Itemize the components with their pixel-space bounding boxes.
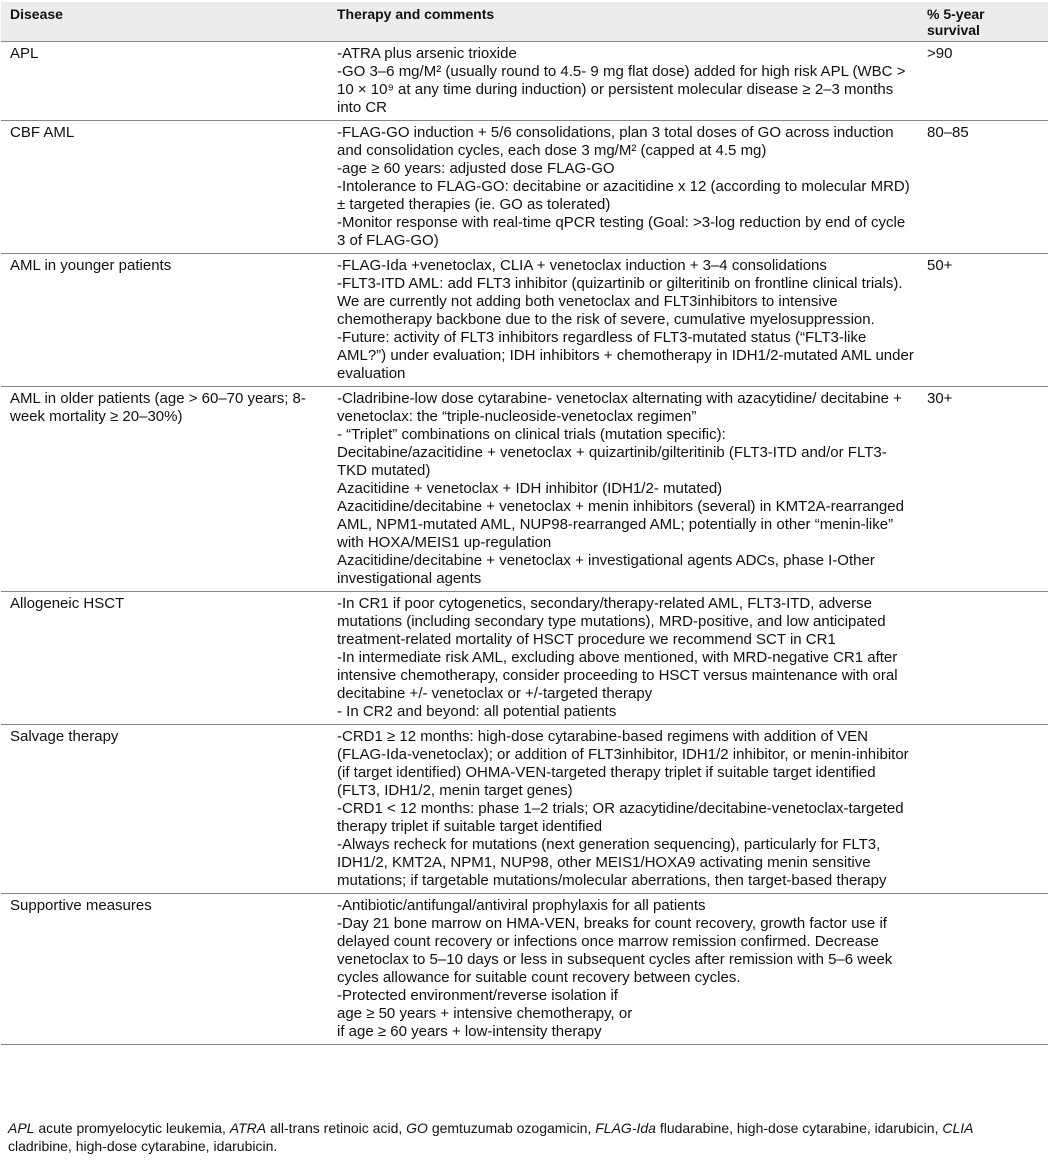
footnote-abbr: CLIA [942,1120,974,1136]
therapy-cell [328,725,918,894]
therapy-line: Decitabine/azacitidine + venetoclax + quizartinib/gilteritinib (FLT3-ITD and/or FLT3-TKD mutated) [337,444,887,479]
therapy-cell [328,387,918,592]
table-footnote [8,1119,1040,1155]
therapy-line: -FLAG-GO induction + 5/6 consolidations, plan 3 total doses of GO across induction and consolidation cycles, each dose 3 mg/M² (capped at 4.5 mg) [337,124,894,159]
footnote-abbr: ATRA [229,1120,267,1136]
therapy-cell [328,254,918,387]
table-row [1,592,1048,725]
disease-cell: Salvage therapy [1,725,328,894]
footnote-definition: acute promyelocytic leukemia, [34,1120,230,1136]
survival-cell: >90 [918,42,1048,121]
therapy-line: -ATRA plus arsenic trioxide [337,45,517,62]
therapy-line: -FLT3-ITD AML: add FLT3 inhibitor (quizartinib or gilteritinib on frontline clinical trials). We are currently not adding both venetoclax and FLT3inhibitors to intensive chemotherapy backbone due to the risk of severe, cumulative myelosuppression. [337,275,903,328]
therapy-line: age ≥ 50 years + intensive chemotherapy, or [337,1005,633,1022]
therapy-line: Azacitidine + venetoclax + IDH inhibitor (IDH1/2- mutated) [337,480,723,497]
header-therapy: Therapy and comments [328,2,918,42]
footnote-abbr: APL [8,1120,35,1136]
disease-cell: AML in older patients (age > 60–70 years; 8-week mortality ≥ 20–30%) [1,387,328,592]
therapy-line: -Day 21 bone marrow on HMA-VEN, breaks for count recovery, growth factor use if delayed count recovery or infections once marrow remission confirmed. Decrease venetoclax to 5–10 days or less in subsequent cycles after remission with 5–6 week cycles allowance for suitable count recovery between cycles. [337,915,893,986]
survival-cell: 80–85 [918,121,1048,254]
therapy-line: if age ≥ 60 years + low-intensity therapy [337,1023,602,1040]
therapy-line: -age ≥ 60 years: adjusted dose FLAG-GO [337,160,615,177]
therapy-line: -GO 3–6 mg/M² (usually round to 4.5- 9 mg flat dose) added for high risk APL (WBC > 10 × 10⁹ at any time during induction) or persistent molecular disease ≥ 2–3 months into CR [337,63,906,116]
therapy-cell [328,894,918,1045]
therapy-table [1,2,1048,1045]
survival-cell [918,592,1048,725]
table-row [1,387,1048,592]
disease-cell: Supportive measures [1,894,328,1045]
table-row [1,725,1048,894]
survival-cell: 50+ [918,254,1048,387]
footnote-definition: gemtuzumab ozogamicin, [427,1120,596,1136]
footnote-definition: all-trans retinoic acid, [266,1120,407,1136]
disease-cell: AML in younger patients [1,254,328,387]
therapy-line: Azacitidine/decitabine + venetoclax + investigational agents ADCs, phase I-Other investigational agents [337,552,875,587]
therapy-line: Azacitidine/decitabine + venetoclax + menin inhibitors (several) in KMT2A-rearranged AML, NPM1-mutated AML, NUP98-rearranged AML; potentially in other “menin-like” with HOXA/MEIS1 up-regulation [337,498,904,551]
table-row [1,894,1048,1045]
therapy-line: -In intermediate risk AML, excluding above mentioned, with MRD-negative CR1 after intensive chemotherapy, consider proceeding to HSCT versus maintenance with oral decitabine +/- venetoclax or +/-targeted therapy [337,649,898,702]
footnote-abbr: FLAG-Ida [595,1120,656,1136]
therapy-line: -Intolerance to FLAG-GO: decitabine or azacitidine x 12 (according to molecular MRD) ± targeted therapies (ie. GO as tolerated) [337,178,910,213]
therapy-line: -CRD1 ≥ 12 months: high-dose cytarabine-based regimens with addition of VEN (FLAG-Ida-venetoclax); or addition of FLT3inhibitor, IDH1/2 inhibitor, or menin-inhibitor (if target identified) OHMA-VEN-targeted therapy triplet if suitable target identified (FLT3, IDH1/2, menin target genes) [337,728,909,799]
header-disease: Disease [1,2,328,42]
header-survival-line2: survival [927,22,980,38]
therapy-line: -Protected environment/reverse isolation if [337,987,618,1004]
therapy-line: -Antibiotic/antifungal/antiviral prophylaxis for all patients [337,897,706,914]
therapy-cell [328,121,918,254]
therapy-line: -Monitor response with real-time qPCR testing (Goal: >3-log reduction by end of cycle 3 of FLAG-GO) [337,214,906,249]
table-row [1,42,1048,121]
table-row [1,121,1048,254]
disease-cell: Allogeneic HSCT [1,592,328,725]
therapy-cell [328,592,918,725]
header-survival-line1: % 5-year [927,6,985,22]
survival-cell [918,894,1048,1045]
therapy-line: -Future: activity of FLT3 inhibitors regardless of FLT3-mutated status (“FLT3-like AML?”) under evaluation; IDH inhibitors + chemotherapy in IDH1/2-mutated AML under evaluation [337,329,914,382]
survival-cell [918,725,1048,894]
therapy-line: -Always recheck for mutations (next generation sequencing), particularly for FLT3, IDH1/2, KMT2A, NPM1, NUP98, other MEIS1/HOXA9 activating menin sensitive mutations; if targetable mutations/molecular aberrations, then target-based therapy [337,836,887,889]
table-row [1,254,1048,387]
disease-cell: CBF AML [1,121,328,254]
therapy-cell [328,42,918,121]
footnote-definition: cladribine, high-dose cytarabine, idarubicin. [8,1138,278,1154]
footnote-definition: fludarabine, high-dose cytarabine, idarubicin, [655,1120,943,1136]
survival-cell: 30+ [918,387,1048,592]
header-survival [918,2,1048,42]
table-header-row [1,2,1048,42]
therapy-line: -In CR1 if poor cytogenetics, secondary/therapy-related AML, FLT3-ITD, adverse mutations (including secondary type mutations), MRD-positive, and low anticipated treatment-related mortality of HSCT procedure we recommend SCT in CR1 [337,595,886,648]
therapy-line: - “Triplet” combinations on clinical trials (mutation specific): [337,426,726,443]
therapy-line: - In CR2 and beyond: all potential patients [337,703,617,720]
disease-cell: APL [1,42,328,121]
therapy-line: -Cladribine-low dose cytarabine- venetoclax alternating with azacytidine/ decitabine + venetoclax: the “triple-nucleoside-venetoclax regimen” [337,390,902,425]
therapy-line: -CRD1 < 12 months: phase 1–2 trials; OR azacytidine/decitabine-venetoclax-targeted therapy triplet if suitable target identified [337,800,904,835]
therapy-line: -FLAG-Ida +venetoclax, CLIA + venetoclax induction + 3–4 consolidations [337,257,827,274]
footnote-abbr: GO [406,1120,428,1136]
